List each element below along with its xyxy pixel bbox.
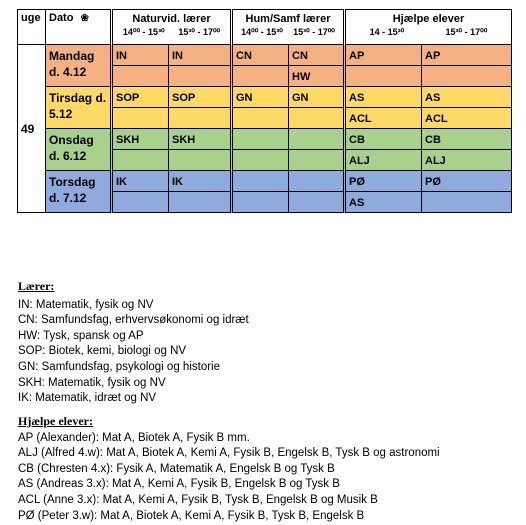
schedule-table (17, 9, 512, 213)
slot-cell (232, 171, 289, 192)
helper-heading: Hjælpe elever: (18, 414, 93, 428)
slot-cell: PØ (422, 171, 512, 192)
teacher-line: SKH: Matematik, fysik og NV (18, 376, 166, 389)
slot-cell: PØ (345, 171, 422, 192)
day-row-top (18, 87, 512, 108)
slot-cell (422, 66, 512, 87)
slot-cell: GN (232, 87, 289, 108)
slot-cell (112, 150, 169, 171)
slot-cell: GN (289, 87, 345, 108)
day-label: Torsdag d. 7.12 (46, 171, 112, 213)
day-row-top (18, 171, 512, 192)
slot-cell (169, 192, 232, 213)
teacher-line: IN: Matematik, fysik og NV (18, 298, 154, 311)
slot-cell: AS (345, 192, 422, 213)
slot-cell (169, 108, 232, 129)
helper-line: PØ (Peter 3.w): Mat A, Biotek A, Kemi A, Fysik B, Tysk B, Engelsk B (18, 509, 365, 522)
slot-cell (112, 66, 169, 87)
slot-cell: CB (345, 129, 422, 150)
day-label: Onsdag d. 6.12 (46, 129, 112, 171)
helper-line: ALJ (Alfred 4.w): Mat A, Biotek A, Kemi A, Fysik B, Engelsk B, Tysk B og astronomi (18, 447, 440, 460)
time-label: 14⁰⁰ - 15³⁰ (122, 27, 165, 37)
col-dato-header (46, 10, 112, 45)
time-label: 15³⁰ - 17⁰⁰ (293, 27, 335, 37)
group-title: Hum/Samf lærer (245, 13, 331, 25)
slot-cell: AS (422, 87, 512, 108)
slot-cell (232, 66, 289, 87)
teacher-line: SOP: Biotek, kemi, biologi og NV (18, 345, 187, 358)
helper-line: CB (Chresten 4.x): Fysik A, Matematik A, Engelsk B og Tysk B (18, 462, 335, 475)
slot-cell: AS (345, 87, 422, 108)
helper-line: AS (Andreas 3.x): Mat A, Kemi A, Fysik B, Engelsk B og Tysk B (18, 478, 340, 491)
slot-cell: CN (289, 45, 345, 66)
teacher-legend (18, 279, 249, 407)
time-label: 15³⁰ - 17⁰⁰ (445, 27, 488, 37)
time-label: 14 - 15³⁰ (369, 27, 405, 37)
slot-cell: CB (422, 129, 512, 150)
slot-cell (289, 150, 345, 171)
slot-cell: SKH (169, 129, 232, 150)
group-naturvid (112, 10, 232, 45)
slot-cell: IN (112, 45, 169, 66)
slot-cell: IK (169, 171, 232, 192)
slot-cell: ACL (345, 108, 422, 129)
slot-cell (232, 108, 289, 129)
slot-cell: HW (289, 66, 345, 87)
day-label: Mandag d. 4.12 (46, 45, 112, 87)
slot-cell (169, 150, 232, 171)
slot-cell (289, 171, 345, 192)
helper-line: ACL (Anne 3.x): Mat A, Kemi A, Fysik B, Tysk B, Engelsk B og Musik B (18, 493, 378, 506)
slot-cell: ACL (422, 108, 512, 129)
slot-cell: ALJ (422, 150, 512, 171)
slot-cell (169, 66, 232, 87)
slot-cell: IK (112, 171, 169, 192)
time-label: 15³⁰ - 17⁰⁰ (178, 27, 221, 37)
day-row-top (18, 45, 512, 66)
slot-cell (289, 108, 345, 129)
col-uge-header: uge (18, 10, 46, 45)
week-cell: 49 (18, 45, 46, 213)
slot-cell (422, 192, 512, 213)
slot-cell (345, 66, 422, 87)
teacher-line: IK: Matematik, idræt og NV (18, 392, 157, 405)
slot-cell: SOP (112, 87, 169, 108)
slot-cell (289, 129, 345, 150)
slot-cell: AP (422, 45, 512, 66)
slot-cell: IN (169, 45, 232, 66)
teacher-line: CN: Samfundsfag, erhvervsøkonomi og idræt (18, 314, 249, 327)
day-row-top (18, 129, 512, 150)
teacher-line: HW: Tysk, spansk og AP (18, 329, 144, 342)
slot-cell: CN (232, 45, 289, 66)
slot-cell (112, 108, 169, 129)
day-label: Tirsdag d. 5.12 (46, 87, 112, 129)
slot-cell: AP (345, 45, 422, 66)
helper-legend (18, 414, 440, 524)
slot-cell (112, 192, 169, 213)
slot-cell (232, 192, 289, 213)
helper-line: AP (Alexander): Mat A, Biotek A, Fysik B mm. (18, 431, 250, 444)
slot-cell: SOP (169, 87, 232, 108)
slot-cell (289, 192, 345, 213)
group-hjaelpe (345, 10, 512, 45)
teacher-heading: Lærer: (18, 279, 55, 293)
holly-icon: ❀ (80, 13, 89, 24)
slot-cell: ALJ (345, 150, 422, 171)
slot-cell (232, 150, 289, 171)
slot-cell: SKH (112, 129, 169, 150)
slot-cell (232, 129, 289, 150)
group-humsamf (232, 10, 345, 45)
time-label: 14⁰⁰ - 15³⁰ (241, 27, 283, 37)
dato-label: Dato (49, 12, 74, 24)
teacher-line: GN: Samfundsfag, psykologi og historie (18, 360, 220, 373)
group-title: Hjælpe elever (392, 13, 465, 25)
group-title: Naturvid. lærer (132, 13, 211, 25)
header-row (18, 10, 512, 45)
